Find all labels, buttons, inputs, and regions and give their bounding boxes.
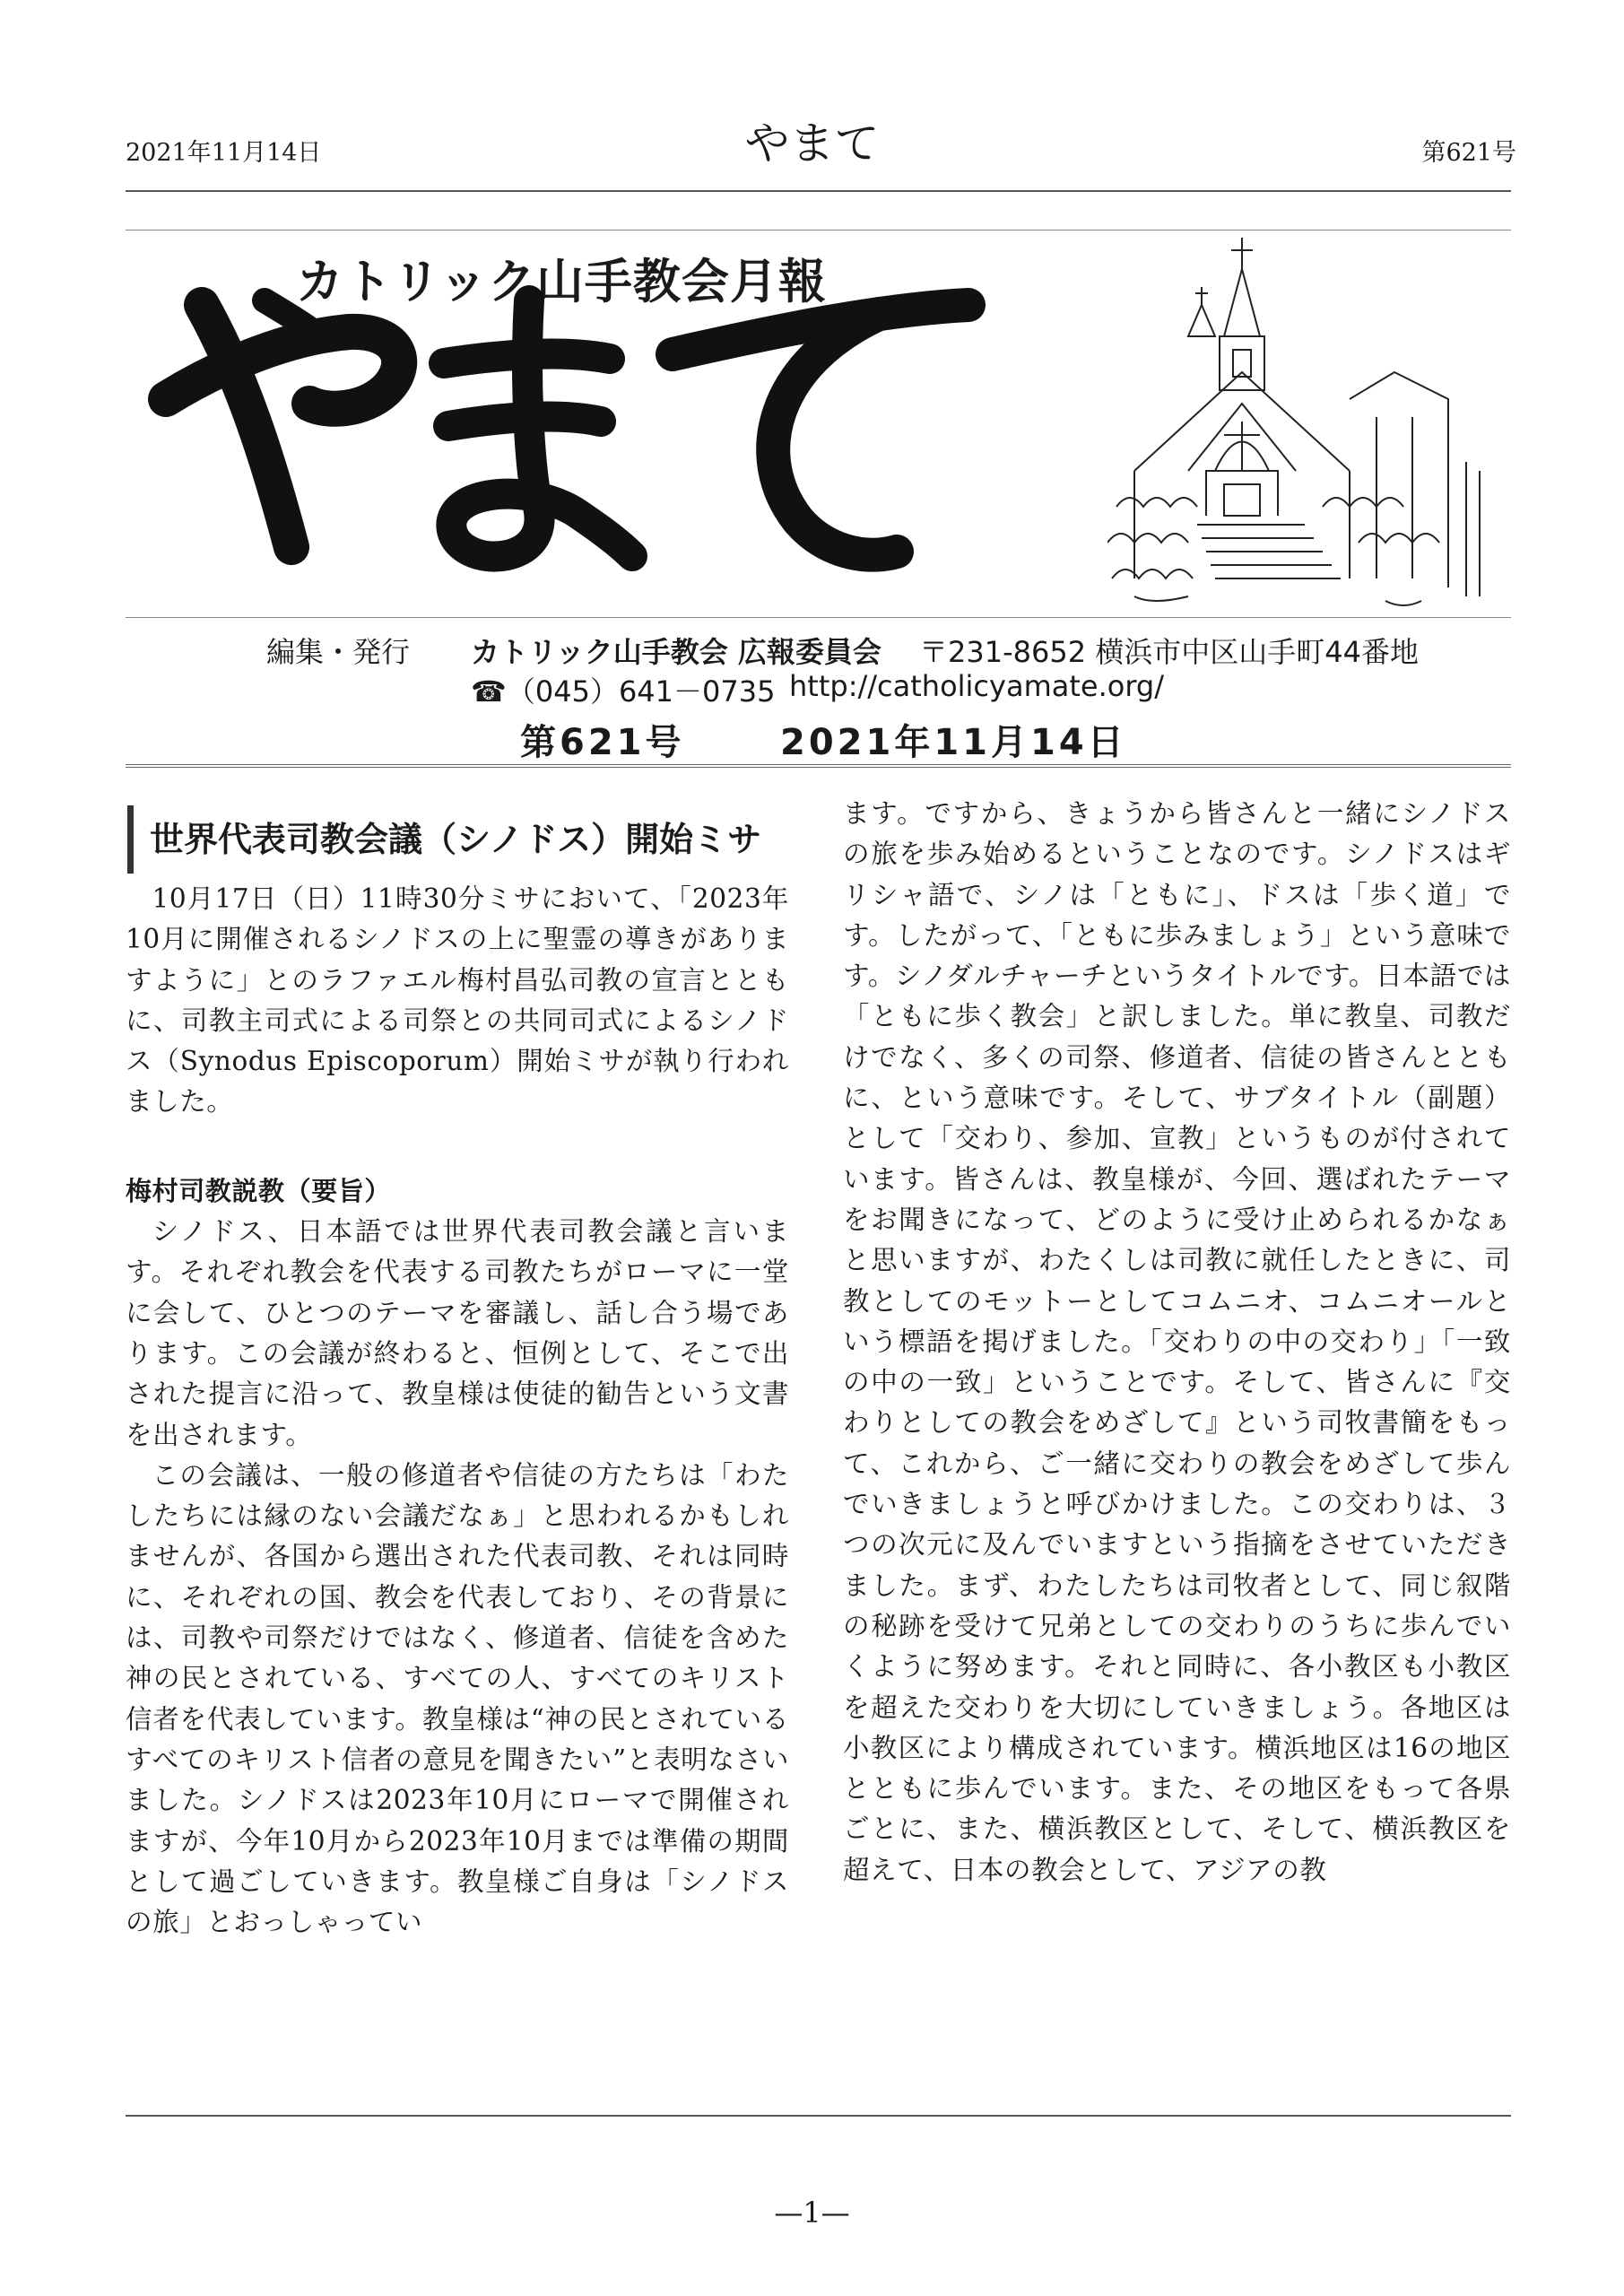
publisher-address: 〒231-8652 横浜市中区山手町44番地 bbox=[919, 635, 1419, 669]
publisher-organization: カトリック山手教会 広報委員会 bbox=[471, 635, 881, 669]
issue-date: 2021年11月14日 bbox=[780, 722, 1127, 763]
article-intro: 10月17日（日）11時30分ミサにおいて、「2023年10月に開催されるシノドスの上に聖霊の導きがありますように」とのラファエル梅村昌弘司教の宣言とともに、司教主司式による司祭との共同司式によるシノドス（Synodus Episcoporum）開始ミサが執り行われました。 bbox=[126, 883, 789, 1118]
publisher-label: 編集・発行 bbox=[266, 635, 411, 669]
header-rule bbox=[126, 190, 1511, 192]
page-number: —1— bbox=[774, 2196, 850, 2230]
masthead-logo bbox=[143, 278, 986, 583]
running-header-date: 2021年11月14日 bbox=[126, 139, 322, 167]
footer-rule bbox=[126, 2115, 1511, 2117]
sermon-subheading: 梅村司教説教（要旨） bbox=[126, 1175, 392, 1206]
publisher-bottom-rule bbox=[126, 764, 1511, 768]
article-right-column bbox=[843, 794, 1511, 1891]
sermon-paragraph-3: ます。ですから、きょうから皆さんと一緒にシノドスの旅を歩み始めるということなのです。シノドスはギリシャ語で、シノは「ともに」、ドスは「歩く道」です。したがって、「ともに歩みましょう」という意味です。シノダルチャーチというタイトルです。日本語では「ともに歩く教会」と訳しました。単に教皇、司教だけでなく、多くの司祭、修道者、信徒の皆さんとともに、という意味です。そして、サブタイトル（副題）として「交わり、参加、宣教」というものが付されています。皆さんは、教皇様が、今回、選ばれたテーマをお聞きになって、どのように受け止められるかなぁと思いますが、わたくしは司教に就任したときに、司教としてのモットーとしてコムニオ、コムニオールという標語を掲げました。「交わりの中の交わり」「一致の中の一致」ということです。そして、皆さんに『交わりとしての教会をめざして』という司牧書簡をもって、これから、ご一緒に交わりの教会をめざして歩んでいきましょうと呼びかけました。この交わりは、３つの次元に及んでいますという指摘をさせていただきました。まず、わたしたちは司牧者として、同じ叙階の秘跡を受けて兄弟としての交わりのうちに歩んでいくように努めます。それと同時に、各小教区も小教区を超えた交わりを大切にしていきましょう。各地区は小教区により構成されています。横浜地区は16の地区とともに歩んでいます。また、その地区をもって各県ごとに、また、横浜教区として、そして、横浜教区を超えて、日本の教会として、アジアの教 bbox=[843, 798, 1511, 1885]
article-left-column bbox=[126, 879, 789, 1943]
church-illustration bbox=[1107, 238, 1493, 614]
article-headline: 世界代表司教会議（シノドス）開始ミサ bbox=[127, 805, 782, 874]
running-header-title: やまて bbox=[744, 117, 880, 170]
masthead-subtitle: カトリック山手教会月報 bbox=[296, 255, 827, 309]
sermon-paragraph-2: この会議は、一般の修道者や信徒の方たちは「わたしたちには縁のない会議だなぁ」と思われるかもしれませんが、各国から選出された代表司教、それは同時に、それぞれの国、教会を代表しており、その背景には、司教や司祭だけではなく、修道者、信徒を含めた神の民とされている、すべての人、すべてのキリスト信者を代表しています。教皇様は“神の民とされているすべてのキリスト信者の意見を聞きたい”と表明なさいました。シノドスは2023年10月にローマで開催されますが、今年10月から2023年10月までは準備の期間として過ごしていきます。教皇様ご自身は「シノドスの旅」とおっしゃってい bbox=[126, 1459, 789, 1938]
publisher-phone: ☎（045）641－0735 bbox=[471, 674, 776, 709]
running-header-issue: 第621号 bbox=[1421, 139, 1516, 167]
issue-number: 第621号 bbox=[520, 722, 685, 763]
publisher-url[interactable]: http://catholicyamate.org/ bbox=[789, 669, 1165, 703]
sermon-paragraph-1: シノドス、日本語では世界代表司教会議と言います。それぞれ教会を代表する司教たちがローマに一堂に会して、ひとつのテーマを審議し、話し合う場であります。この会議が終わると、恒例として、そこで出された提言に沿って、教皇様は使徒的勧告という文書を出されます。 bbox=[126, 1216, 789, 1450]
masthead-bottom-rule bbox=[126, 617, 1511, 618]
